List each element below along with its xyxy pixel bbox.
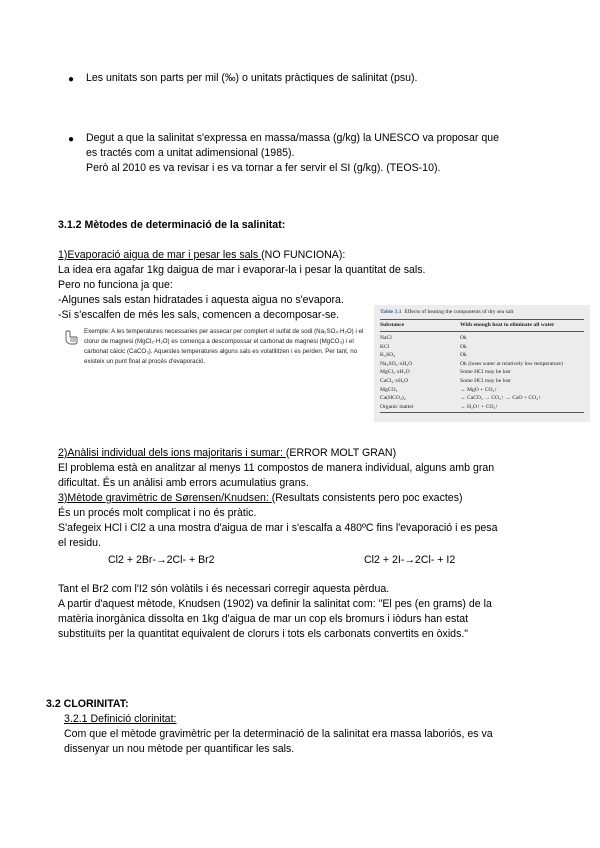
clorinitat-line: Com que el mètode gravimètric per la determinació de la salinitat era massa laboriós, es va bbox=[64, 728, 493, 740]
method1-title bbox=[58, 248, 345, 263]
table-row bbox=[380, 386, 584, 394]
method3-after-line: A partir d'aquest mètode, Knudsen (1902) va definir la salinitat com: "El pes (en grams) de la bbox=[58, 598, 492, 610]
bullet-dot: ● bbox=[68, 74, 75, 85]
method3-after-line: substituïts per la quantitat equivalent de clorurs i tots els carbonats convertits en òxids." bbox=[58, 628, 469, 640]
table-cell-effect: Some HCl may be lost bbox=[460, 369, 511, 376]
method2-title bbox=[58, 446, 396, 461]
method3-line: el residu. bbox=[58, 537, 101, 549]
table-header-heat: With enough heat to eliminate all water bbox=[460, 322, 555, 328]
bullet-text-teos10: Però al 2010 es va revisar i es va tornar a fer servir el SI (g/kg). (TEOS-10). bbox=[86, 162, 441, 174]
method3-title-underlined: 3)Mètode gravimètric de Sørensen/Knudsen: bbox=[58, 492, 272, 504]
table-caption-text: Effects of heating the components of dry sea salt bbox=[404, 309, 514, 315]
table-cell-substance: NaCl bbox=[380, 335, 392, 341]
table-row bbox=[380, 403, 584, 411]
bullet-dot: ● bbox=[68, 134, 75, 145]
method2-line: El problema està en analitzar al menys 11 compostos de manera individual, alguns amb gran bbox=[58, 462, 495, 474]
method3-after-line: matèria inorgànica dissolta en 1kg d'aigua de mar un cop els bromurs i iòdurs han estat bbox=[58, 613, 469, 625]
table-cell-effect: Ok bbox=[460, 335, 467, 341]
table-cell-effect: Ok bbox=[460, 343, 467, 350]
table-cell-substance: Na₂SO₄·xH₂O bbox=[380, 360, 413, 367]
method1-line: -Algunes sals estan hidratades i aquesta aigua no s'evapora. bbox=[58, 294, 344, 306]
pointing-hand-icon bbox=[64, 330, 80, 346]
method3-title-tail: (Resultats consistents pero poc exactes) bbox=[271, 492, 463, 504]
equation-bromide: Cl2 + 2Br-→2Cl- + Br2 bbox=[108, 554, 215, 566]
table-row bbox=[380, 334, 584, 342]
table-rule-bottom bbox=[380, 412, 584, 413]
table-cell-effect: Ok (loses water at relatively low temperature) bbox=[460, 360, 563, 367]
table-cell-substance: Organic matter bbox=[380, 403, 414, 410]
table-row bbox=[380, 377, 584, 385]
table-row bbox=[380, 343, 584, 351]
table-cell-substance: CaCl₂·xH₂O bbox=[380, 378, 409, 384]
method3-line: És un procés molt complicat i no és pràtic. bbox=[58, 507, 257, 519]
method1-line: La idea era agafar 1kg daigua de mar i evaporar-la i pesar la quantitat de sals. bbox=[58, 264, 426, 276]
table-cell-effect: Some HCl may be lost bbox=[460, 378, 511, 384]
method1-line: -Si s'escalfen de més les sals, comencen a decomposar-se. bbox=[58, 309, 340, 321]
table-header-substance: Substance bbox=[380, 322, 405, 328]
table-cell-effect: → H₂O↑ + CO₂↑ bbox=[460, 403, 499, 410]
table-row bbox=[380, 351, 584, 359]
section-heading-321: 3.2.1 Definició clorinitat: bbox=[64, 713, 177, 725]
table-cell-effect: → CaCO₃ → CO₂↑ → CaO + CO₂↑ bbox=[460, 395, 541, 402]
method1-example-note: Exemple: A les temperatures necessaries per assecar per complert el sulfat de sodi (Na₂SO₄·H₂O) i el clorur de magnesi (MgCl₂·H₂O) es comença a descompossar el carbonat de magnesi (MgCO₃) i el carbonat càlcic (CaCO₃). Aquestes temperatures alguns sals es volatilitzen i es perden. Per tant, no existeix un punt final al procés d'evaporació. bbox=[84, 328, 364, 365]
section-heading-312: 3.1.2 Mètodes de determinació de la salinitat: bbox=[58, 219, 286, 231]
table-row bbox=[380, 368, 584, 376]
method3-title bbox=[58, 491, 463, 506]
method2-title-underlined: 2)Anàlisi individual dels ions majoritaris i sumar: bbox=[58, 447, 286, 459]
table-cell-substance: Ca(HCO₃)₂ bbox=[380, 395, 406, 402]
table-label: Table 3.1 bbox=[380, 309, 402, 315]
table-cell-effect: Ok bbox=[460, 352, 467, 359]
table-cell-substance: MgCO₃ bbox=[380, 386, 398, 393]
method1-title-tail: (NO FUNCIONA): bbox=[261, 249, 346, 261]
table-row bbox=[380, 360, 584, 368]
table-row bbox=[380, 394, 584, 402]
table-cell-substance: KCl bbox=[380, 343, 390, 350]
table-cell-substance: K₂SO₄ bbox=[380, 352, 396, 359]
clorinitat-line: dissenyar un nou mètode per quantificar les sals. bbox=[64, 743, 295, 755]
section-heading-32: 3.2 CLORINITAT: bbox=[46, 698, 129, 710]
table-rule-top bbox=[380, 319, 584, 320]
bullet-text-1985: es tractés com a unitat adimensional (1985). bbox=[86, 147, 295, 159]
table-rule-header bbox=[380, 331, 584, 332]
table-3-1-image bbox=[374, 305, 590, 422]
table-cell-effect: → MgO + CO₂↑ bbox=[460, 386, 498, 393]
method3-line: S'afegeix HCl i Cl2 a una mostra d'aigua de mar i s'escalfa a 480ºC fins l'evaporació i es pesa bbox=[58, 522, 498, 534]
method2-title-tail: (ERROR MOLT GRAN) bbox=[285, 447, 397, 459]
bullet-text-unesco: Degut a que la salinitat s'expressa en massa/massa (g/kg) la UNESCO va proposar que bbox=[86, 132, 500, 144]
equation-iodide: Cl2 + 2I-→2Cl- + I2 bbox=[364, 554, 456, 566]
table-cell-substance: MgCl₂·xH₂O bbox=[380, 369, 410, 376]
bullet-text-units: Les unitats son parts per mil (‰) o unitats pràctiques de salinitat (psu). bbox=[86, 72, 418, 84]
method2-line: dificultat. És un anàlisi amb errors acumulatius grans. bbox=[58, 477, 309, 489]
method1-line: Pero no funciona ja que: bbox=[58, 279, 173, 291]
table-caption bbox=[380, 308, 513, 316]
method1-title-underlined: 1)Evaporació aigua de mar i pesar les sals bbox=[58, 249, 262, 261]
method3-after-line: Tant el Br2 com l'I2 són volàtils i és necessari corregir aquesta pèrdua. bbox=[58, 583, 390, 595]
